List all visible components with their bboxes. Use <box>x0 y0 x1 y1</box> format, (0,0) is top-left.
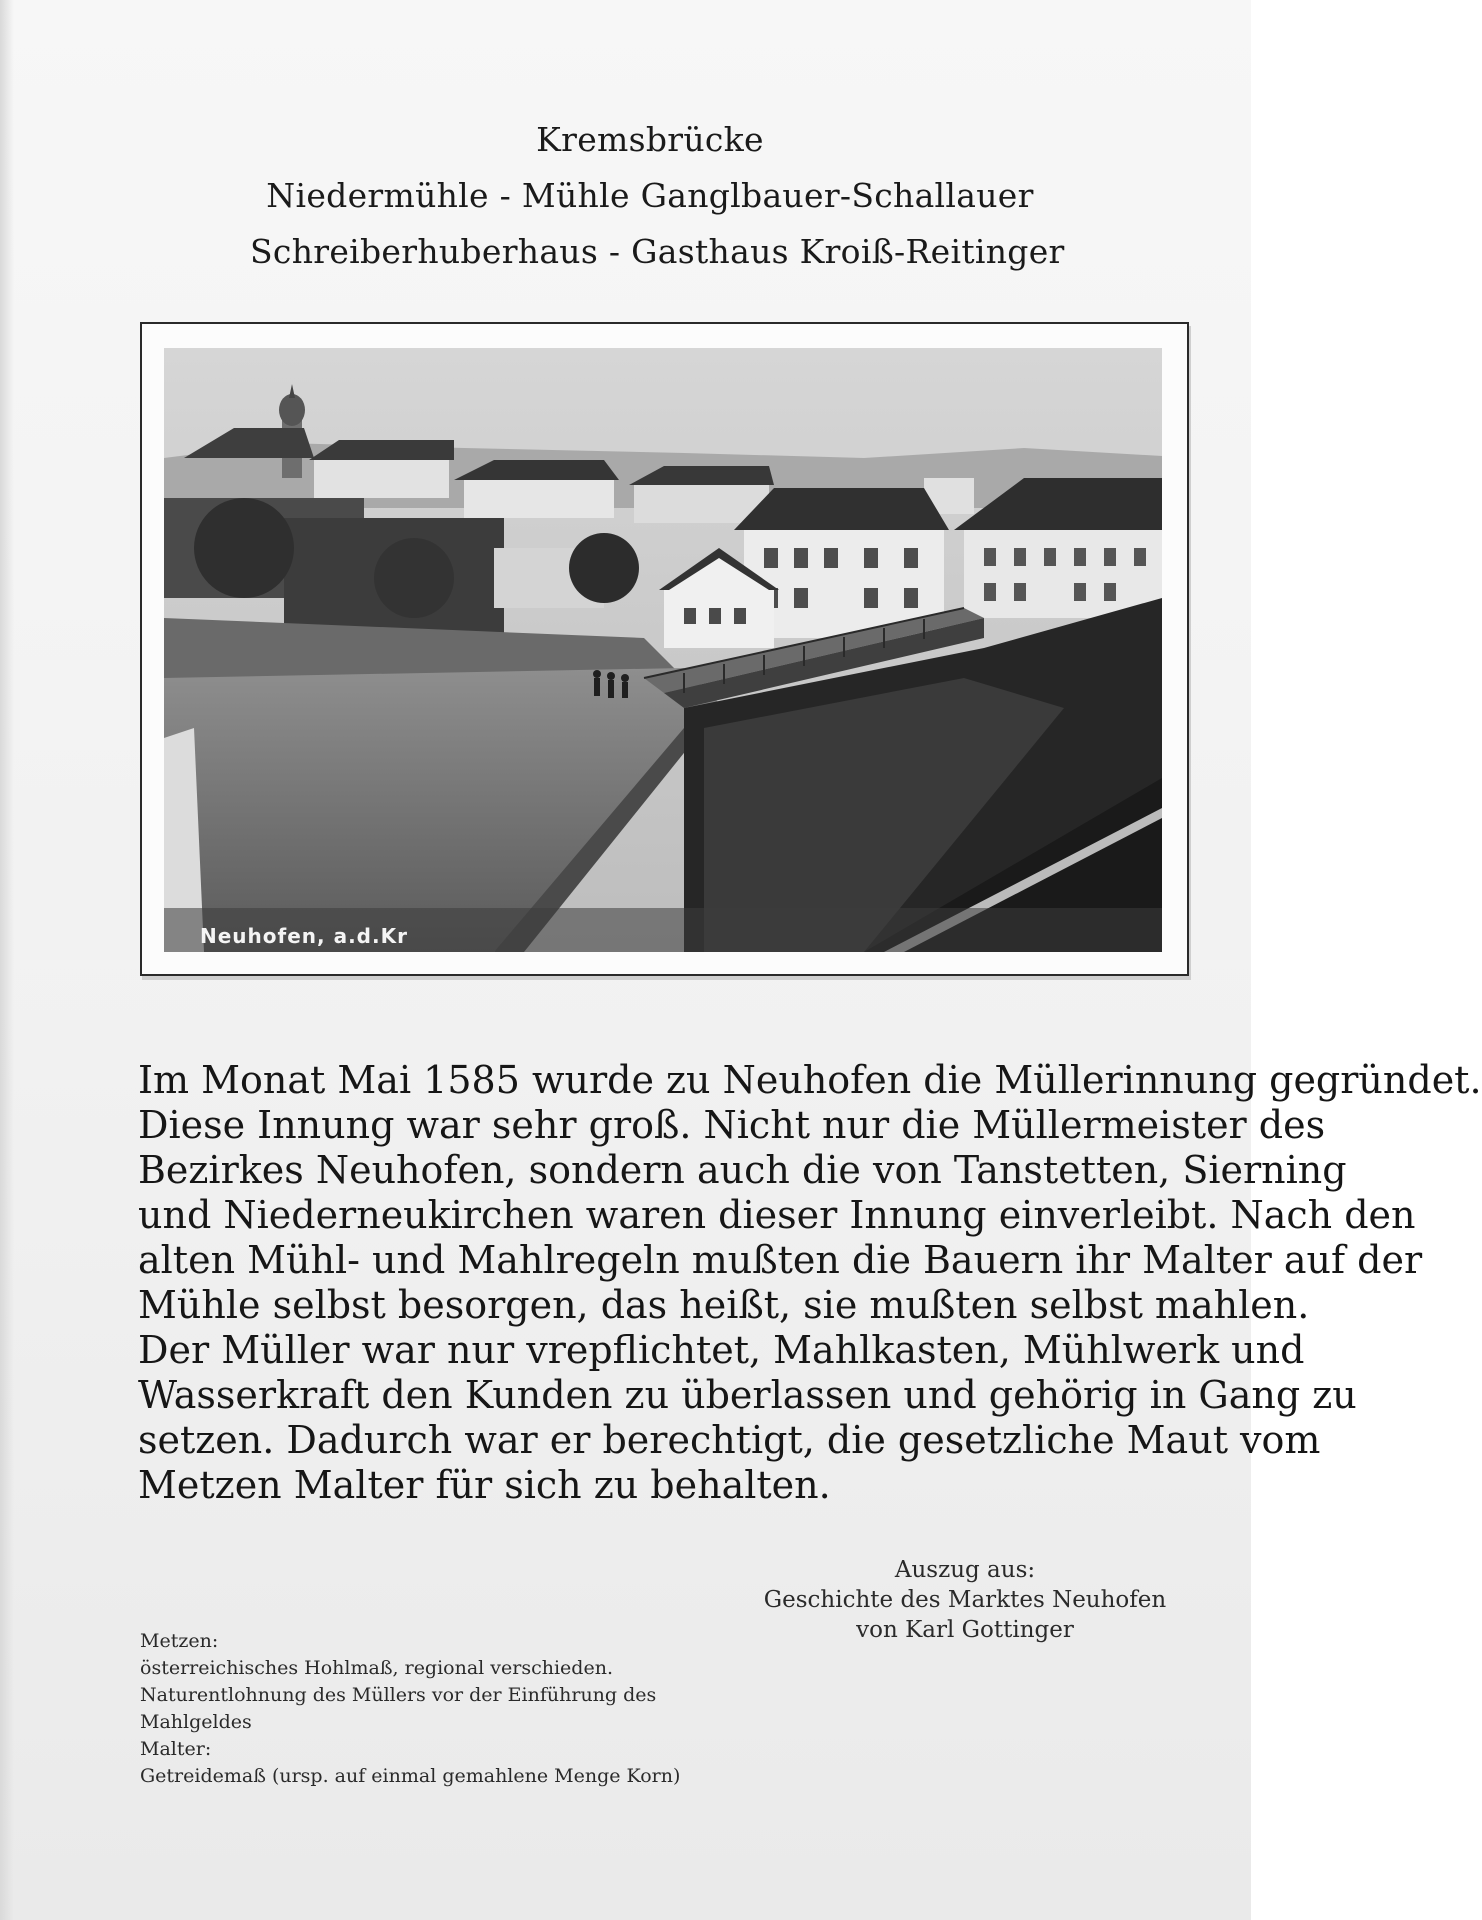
historic-photo <box>164 348 1162 952</box>
source-line-2: Geschichte des Marktes Neuhofen <box>763 1587 1167 1613</box>
note-line: Mahlgeldes <box>140 1711 252 1733</box>
body-line: Mühle selbst besorgen, das heißt, sie mußten selbst mahlen. <box>138 1283 1310 1327</box>
historic-photo-frame <box>140 322 1189 976</box>
note-line: Metzen: <box>140 1630 219 1652</box>
body-paragraph <box>138 1058 1482 1508</box>
source-line-3: von Karl Gottinger <box>856 1617 1074 1643</box>
body-line: Der Müller war nur vrepflichtet, Mahlkasten, Mühlwerk und <box>138 1328 1305 1372</box>
title-line-3: Schreiberhuberhaus - Gasthaus Kroiß-Reitinger <box>250 232 1065 271</box>
note-line: österreichisches Hohlmaß, regional verschieden. <box>140 1657 613 1679</box>
body-line: Wasserkraft den Kunden zu überlassen und gehörig in Gang zu <box>138 1373 1357 1417</box>
body-line: und Niederneukirchen waren dieser Innung einverleibt. Nach den <box>138 1193 1416 1237</box>
title-line-1: Kremsbrücke <box>536 120 764 159</box>
note-line: Malter: <box>140 1738 212 1760</box>
page-title <box>250 112 1065 280</box>
body-line: Im Monat Mai 1585 wurde zu Neuhofen die Müllerinnung gegründet. <box>138 1058 1482 1102</box>
page-shadow-edge <box>0 0 14 1920</box>
body-line: Metzen Malter für sich zu behalten. <box>138 1463 831 1507</box>
note-line: Getreidemaß (ursp. auf einmal gemahlene Menge Korn) <box>140 1765 681 1787</box>
body-line: alten Mühl- und Mahlregeln mußten die Bauern ihr Malter auf der <box>138 1238 1423 1282</box>
title-line-2: Niedermühle - Mühle Ganglbauer-Schallauer <box>266 176 1034 215</box>
note-line: Naturentlohnung des Müllers vor der Einführung des <box>140 1684 657 1706</box>
source-line-1: Auszug aus: <box>894 1557 1036 1583</box>
photo-illustration <box>164 348 1162 952</box>
photo-caption: Neuhofen, a.d.Kr <box>200 924 408 948</box>
footnotes <box>140 1628 760 1790</box>
body-line: Diese Innung war sehr groß. Nicht nur die Müllermeister des <box>138 1103 1326 1147</box>
body-line: setzen. Dadurch war er berechtigt, die gesetzliche Maut vom <box>138 1418 1321 1462</box>
body-line: Bezirkes Neuhofen, sondern auch die von Tanstetten, Sierning <box>138 1148 1347 1192</box>
source-citation <box>740 1555 1190 1645</box>
